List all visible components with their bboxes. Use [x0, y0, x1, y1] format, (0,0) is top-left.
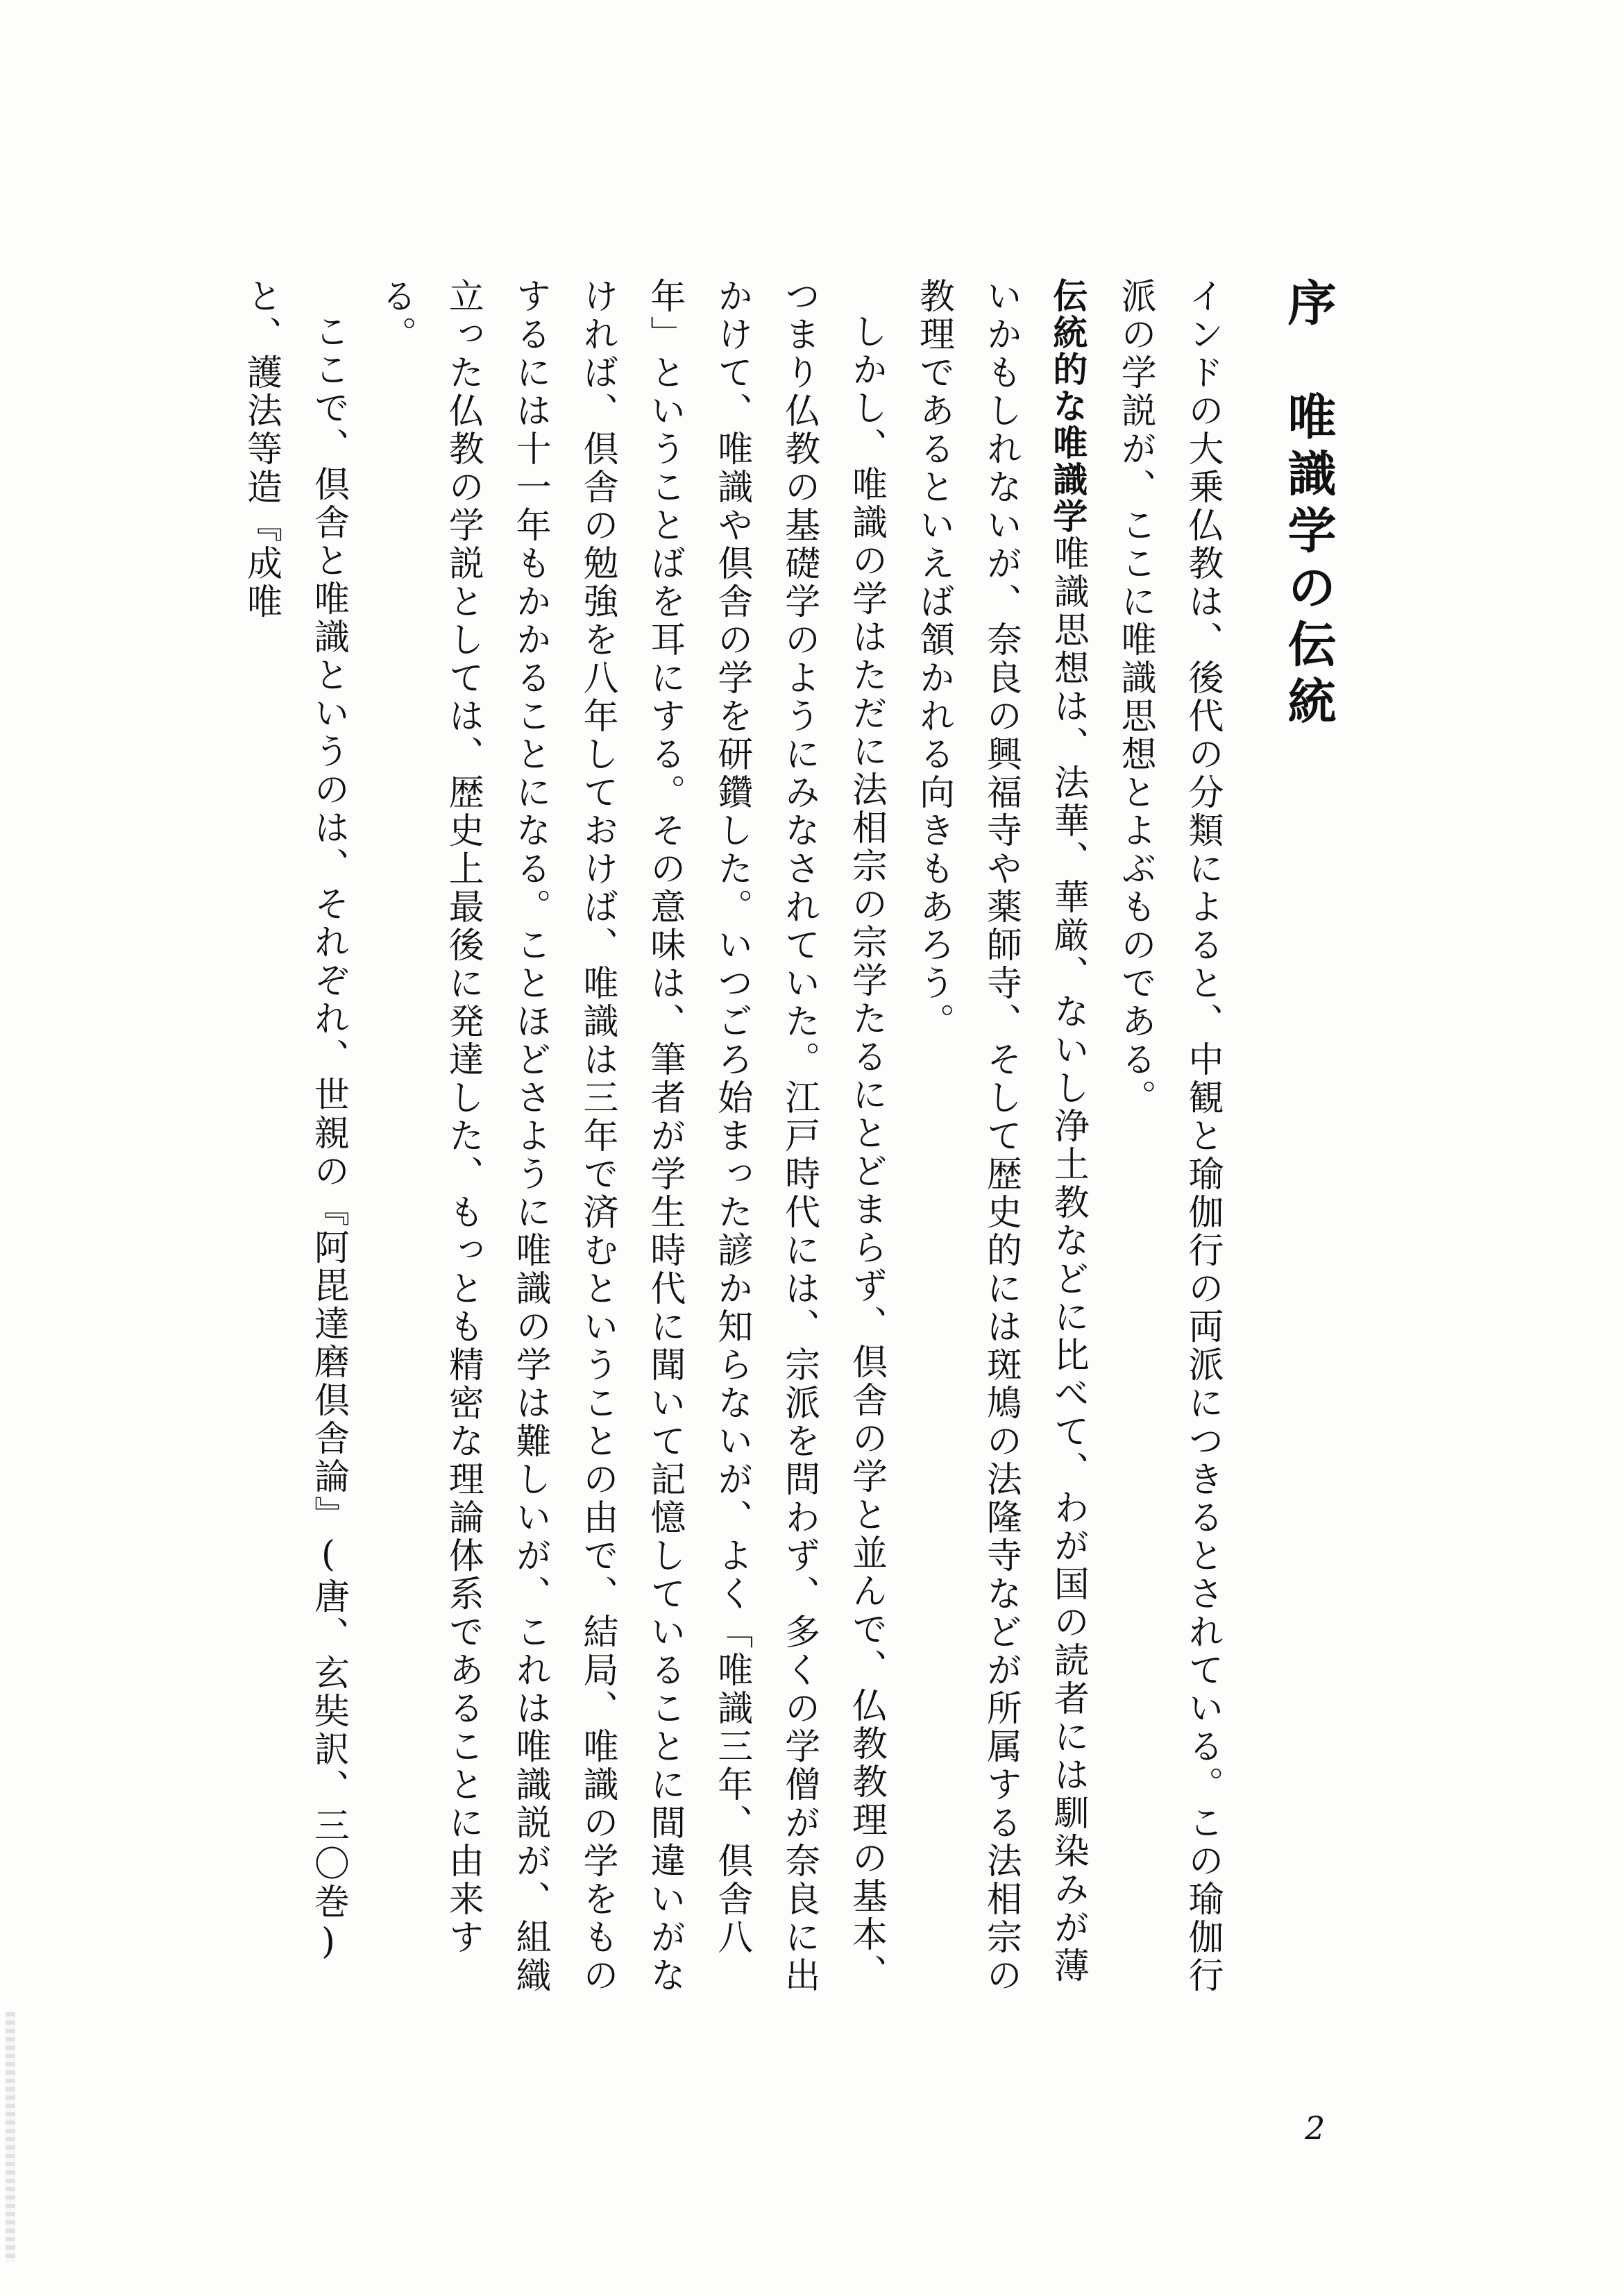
body-text	[227, 278, 1235, 2012]
paragraph-4: ここで、倶舎と唯識というのは、それぞれ、世親の『阿毘達磨倶舎論』(唐、玄奘訳、三〇巻)と、護法等造『成唯	[240, 278, 349, 1965]
scan-edge-mark	[6, 2012, 15, 2262]
page-title: 序 唯識学の伝統	[1280, 278, 1337, 733]
section-heading: 伝統的な唯識学	[1047, 278, 1088, 535]
paragraph-3: しかし、唯識の学はただに法相宗の宗学たるにとどまらず、倶舎の学と並んで、仏教教理の基本、つまり仏教の基礎学のようにみなされていた。江戸時代には、宗派を問わず、多くの学僧が奈良に出かけて、唯識や倶舎の学を研鑽した。いつごろ始まった諺か知らないが、よく「唯識三年、倶舎八年」ということばを耳にする。その意味は、筆者が学生時代に聞いて記憶していることに間違いがなければ、倶舎の勉強を八年しておけば、唯識は三年で済むということの由で、結局、唯識の学をものするには十一年もかかることになる。ことほどさように唯識の学は難しいが、これは唯識説が、組織立った仏教の学説としては、歴史上最後に発達した、もっとも精密な理論体系であることに由来する。	[375, 278, 887, 1995]
paragraph-2: 伝統的な唯識学唯識思想は、法華、華厳、ないし浄土教などに比べて、わが国の読者には馴染みが薄いかもしれないが、奈良の興福寺や薬師寺、そして歴史的には斑鳩の法隆寺などが所属する法相宗の教理であるといえば頷かれる向きもあろう。	[913, 278, 1089, 1995]
page-number: 2	[1305, 2109, 1326, 2147]
paragraph-1: インドの大乗仏教は、後代の分類によると、中観と瑜伽行の両派につきるとされている。この瑜伽行派の学説が、ここに唯識思想とよぶものである。	[1115, 278, 1223, 1995]
